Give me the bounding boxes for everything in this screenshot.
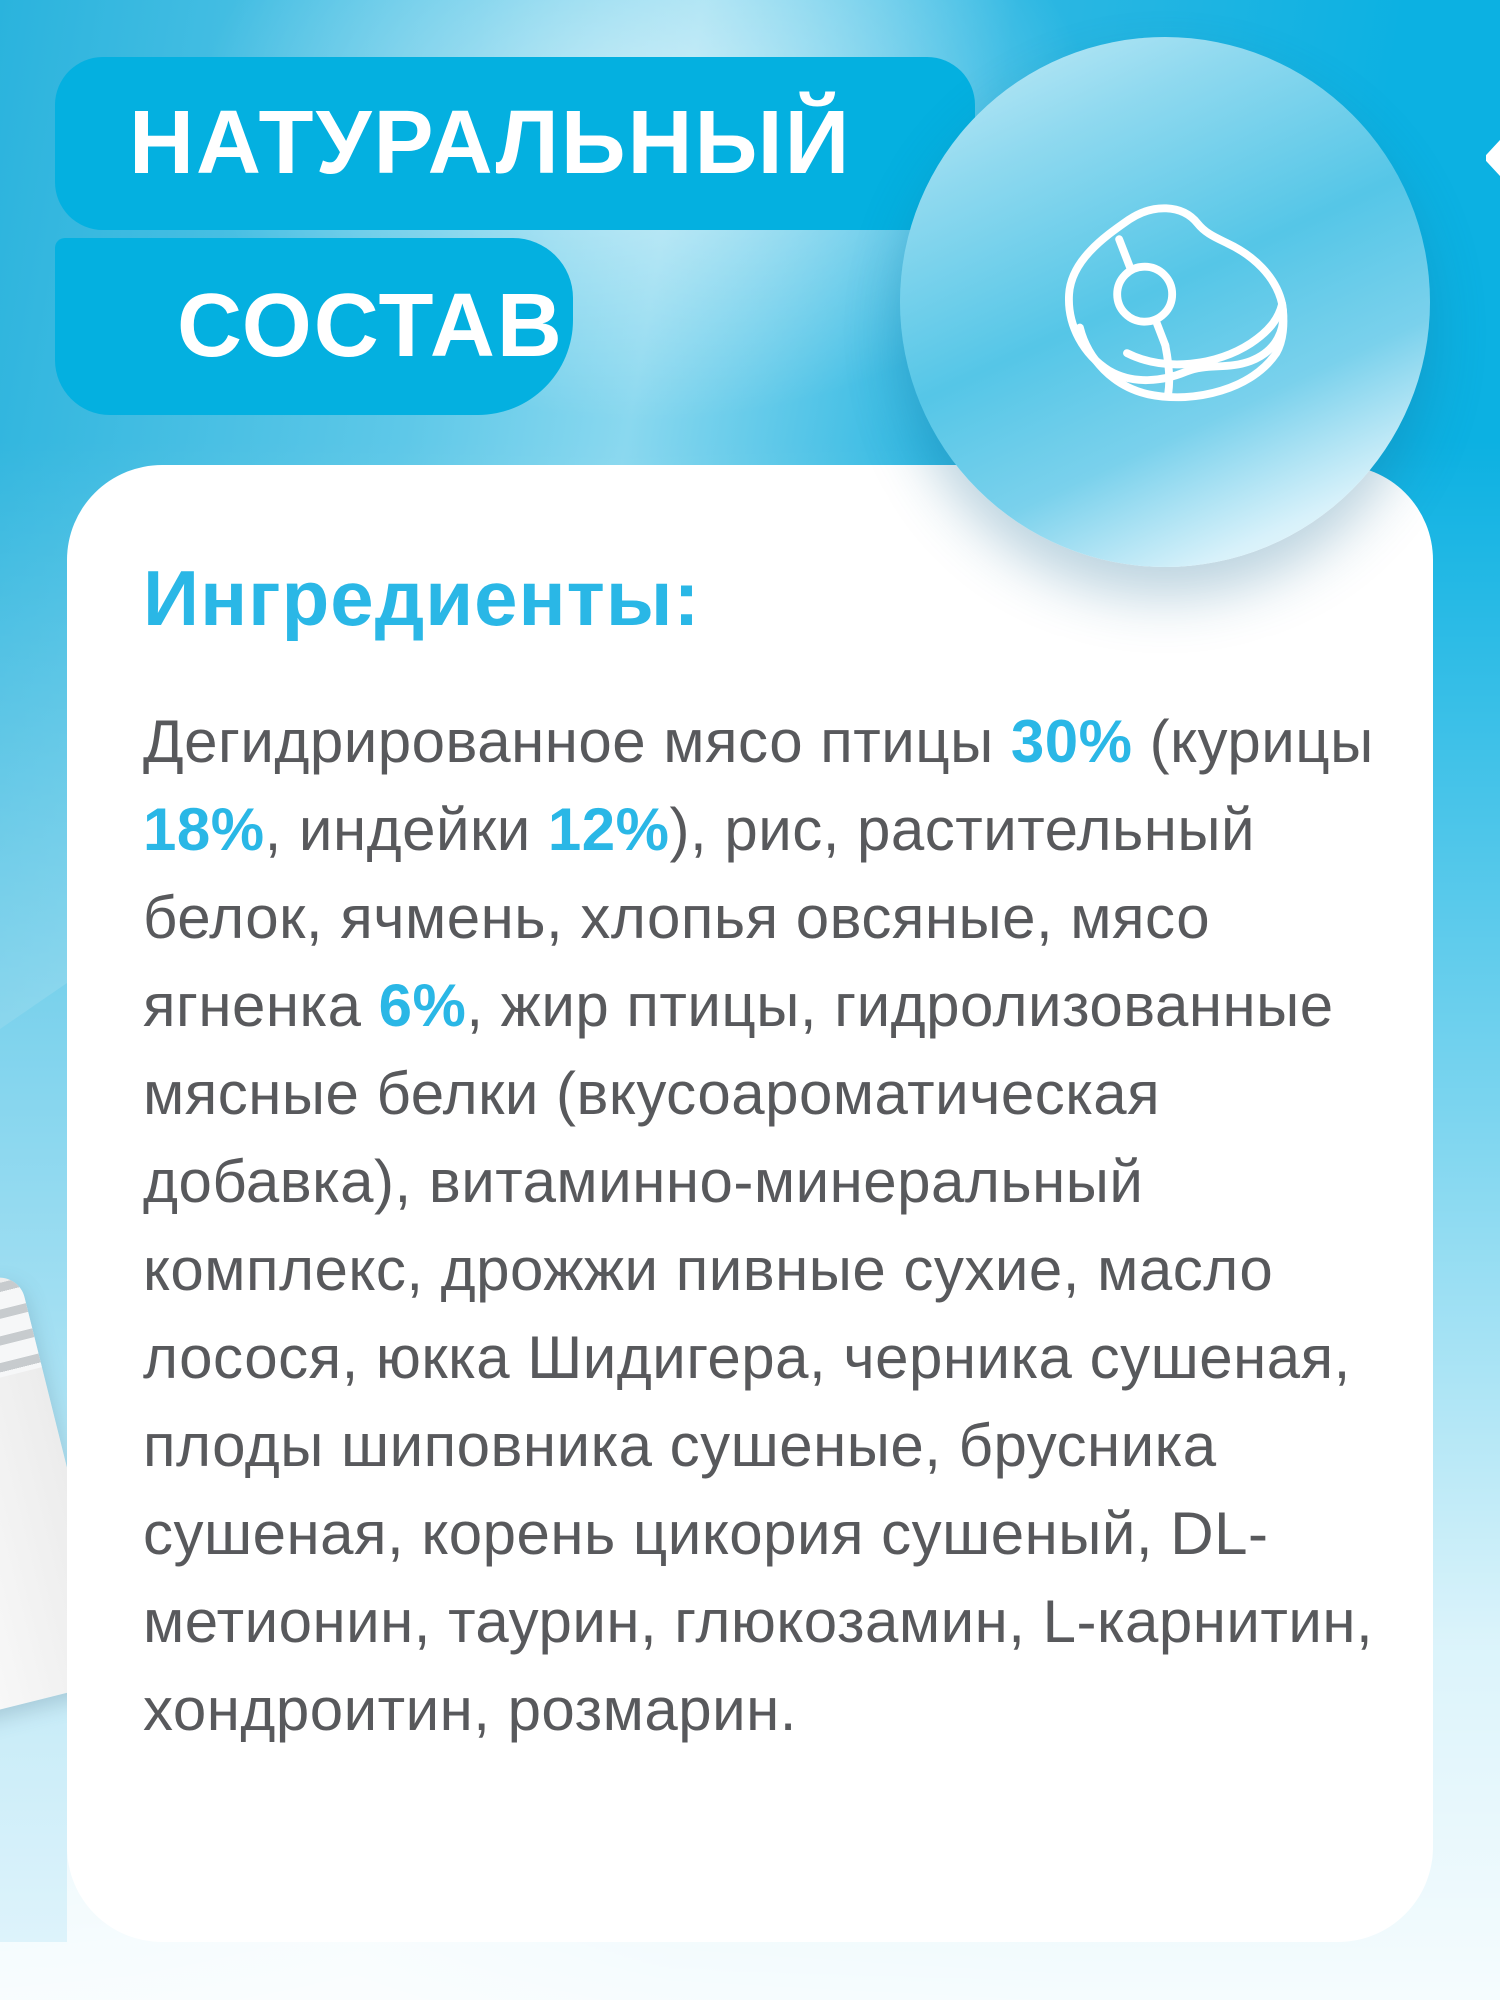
ingredients-heading: Ингредиенты: bbox=[143, 554, 701, 642]
ingredients-text bbox=[143, 698, 1405, 1754]
ingredient-segment-2: (курицы bbox=[1132, 708, 1374, 775]
percent-value-6: 6% bbox=[378, 972, 467, 1039]
meat-badge-circle bbox=[900, 37, 1430, 567]
header-box-composition bbox=[55, 238, 573, 415]
ingredient-segment-8: , жир птицы, гидролизованные мясные белки (вкусоароматическая добавка), витаминно-минеральный комплекс, дрожжи пивные сухие, масло лосося, юкка Шидигера, черника сушеная, плоды шиповника сушеные, брусника сушеная, корень цикория сушеный, DL-метионин, таурин, глюкозамин, L-карнитин, хондроитин, розмарин. bbox=[143, 972, 1374, 1743]
header-title-line1: НАТУРАЛЬНЫЙ bbox=[129, 93, 852, 193]
percent-value-12: 12% bbox=[547, 796, 670, 863]
ingredient-segment-0: Дегидрированное мясо птицы bbox=[143, 708, 1011, 775]
percent-value-18: 18% bbox=[143, 796, 265, 863]
ingredient-segment-6: ), рис, растительный белок, ячмень, хлопья овсяные, мясо ягненка bbox=[143, 796, 1256, 1039]
percent-value-30: 30% bbox=[1010, 708, 1133, 775]
header-title-line2: СОСТАВ bbox=[177, 276, 564, 376]
header-box-natural bbox=[55, 57, 975, 230]
ingredients-card bbox=[67, 465, 1433, 1942]
steak-icon bbox=[1058, 198, 1304, 414]
ingredient-segment-4: , индейки bbox=[264, 796, 548, 863]
edge-cropped-shape bbox=[1486, 140, 1500, 176]
